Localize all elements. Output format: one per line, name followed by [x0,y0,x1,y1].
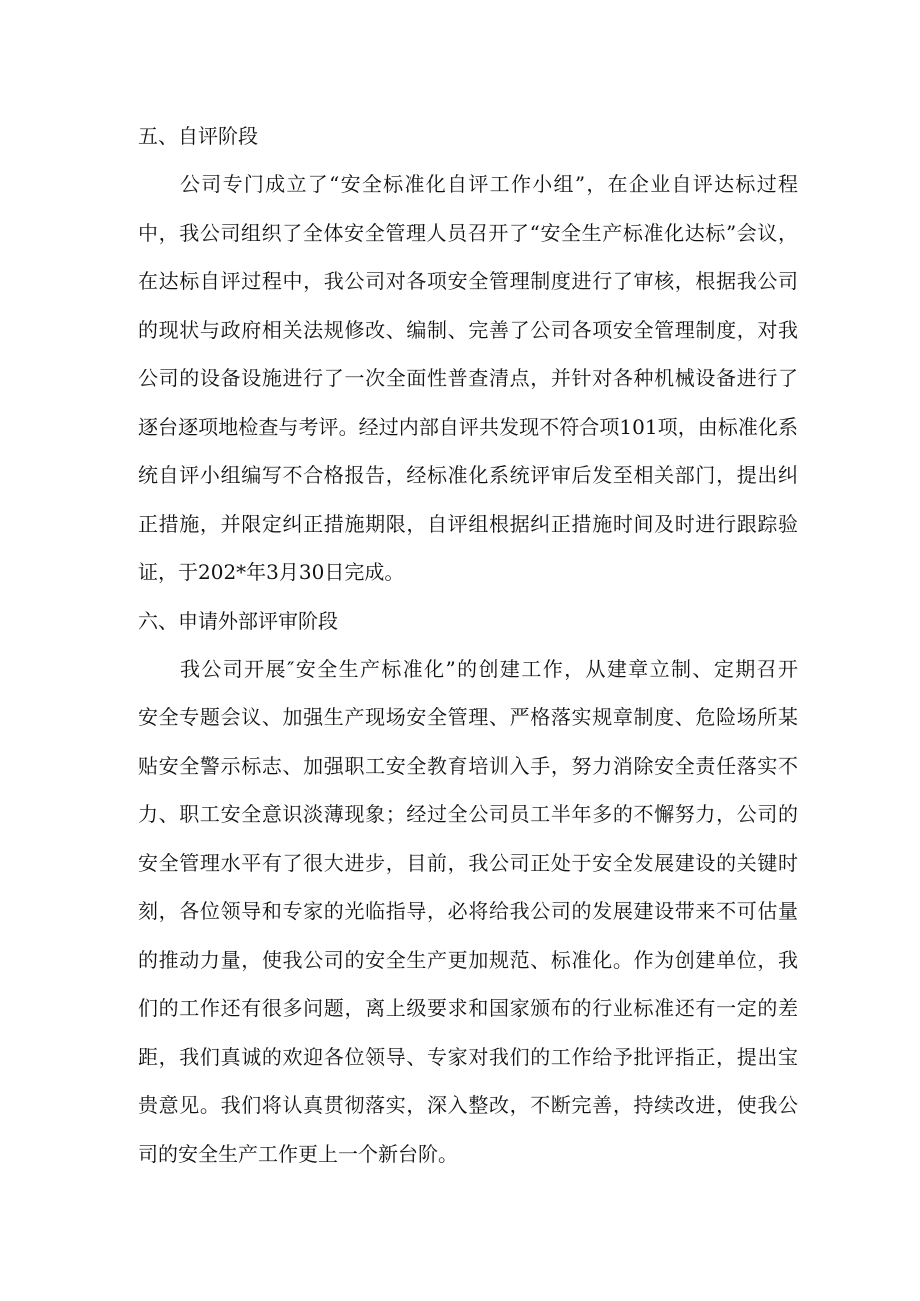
text-line: 的推动力量，使我公司的安全生产更加规范、标准化。作为创建单位，我 [138,947,798,972]
text-line: 们的工作还有很多问题，离上级要求和国家颁布的行业标准还有一定的差 [138,996,798,1020]
text-line: 正措施，并限定纠正措施期限，自评组根据纠正措施时间及时进行跟踪验 [138,511,798,536]
section-heading-self-evaluation: 五、自评阶段 [138,124,258,148]
text-line: 司的安全生产工作更上一个新台阶。 [138,1141,458,1166]
paragraph-external-review [138,645,798,1179]
text-line: 安全专题会议、加强生产现场安全管理、严格落实规章制度、危险场所某 [138,705,798,729]
text-line: 的现状与政府相关法规修改、编制、完善了公司各项安全管理制度，对我 [138,317,798,342]
text-line: 刻，各位领导和专家的光临指导，必将给我公司的发展建设带来不可估量 [138,899,798,923]
text-line: 逐台逐项地检查与考评。经过内部自评共发现不符合项101项，由标准化系 [138,414,798,439]
text-line: 证，于202*年3月30日完成。 [138,560,405,584]
text-line: 我公司开展″安全生产标准化”的创建工作，从建章立制、定期召开 [180,656,798,681]
text-line: 公司专门成立了“安全标准化自评工作小组”，在企业自评达标过程 [180,172,798,196]
text-line: 在达标自评过程中，我公司对各项安全管理制度进行了审核，根据我公司 [138,269,798,293]
text-line: 贴安全警示标志、加强职工安全教育培训入手，努力消除安全责任落实不 [138,753,798,778]
text-line: 公司的设备设施进行了一次全面性普查清点，并针对各种机械设备进行了 [138,366,798,390]
text-line: 力、职工安全意识淡薄现象；经过全公司员工半年多的不懈努力，公司的 [138,802,798,826]
text-line: 统自评小组编写不合格报告，经标准化系统评审后发至相关部门，提出纠 [138,463,798,487]
section-heading-external-review: 六、申请外部评审阶段 [138,608,338,633]
text-line: 安全管理水平有了很大进步，目前，我公司正处于安全发展建设的关键时 [138,850,798,875]
text-line: 中，我公司组织了全体安全管理人员召开了“安全生产标准化达标”会议， [138,220,798,245]
paragraph-self-evaluation [138,160,798,597]
text-line: 贵意见。我们将认真贯彻落实，深入整改，不断完善，持续改进，使我公 [138,1093,798,1117]
text-line: 距，我们真诚的欢迎各位领导、专家对我们的工作给予批评指正，提出宝 [138,1044,798,1069]
